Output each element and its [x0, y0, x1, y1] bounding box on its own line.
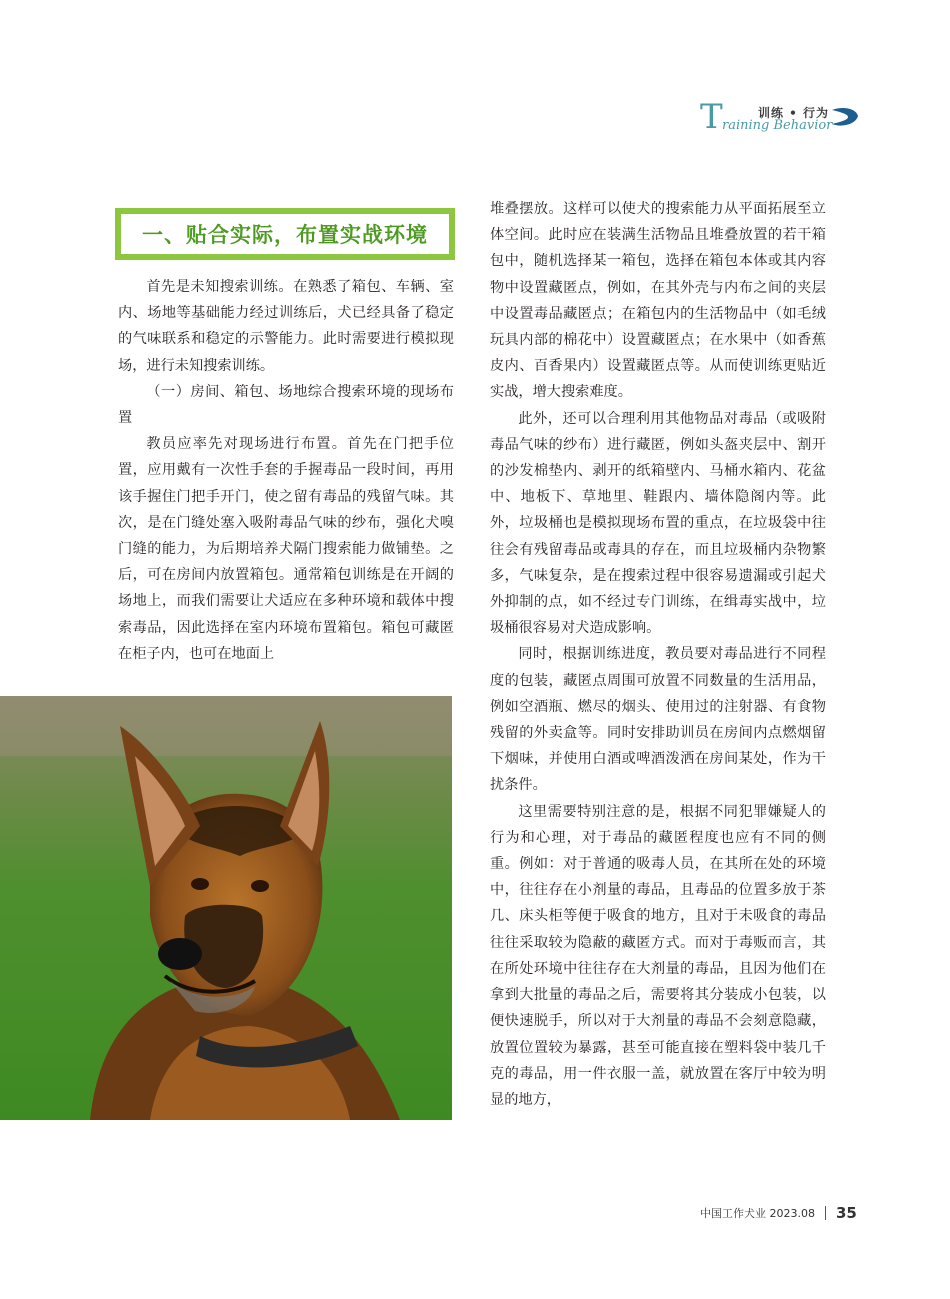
footer-divider [825, 1206, 826, 1220]
dog-photo [0, 696, 452, 1120]
running-header [700, 97, 870, 140]
paragraph: 教员应率先对现场进行布置。首先在门把手位置，应用戴有一次性手套的手握毒品一段时间，再用该手握住门把手开门，使之留有毒品的残留气味。其次，是在门缝处塞入吸附毒品气味的纱布，强化犬嗅门缝的能力，为后期培养犬隔门搜索能力做铺垫。之后，可在房间内放置箱包。通常箱包训练是在开阔的场地上，而我们需要让犬适应在多种环境和载体中搜索毒品，因此选择在室内环境布置箱包。箱包可藏匿在柜子内，也可在地面上 [118, 436, 454, 662]
section-title: 一、贴合实际，布置实战环境 [142, 223, 428, 247]
subheading: （一）房间、箱包、场地综合搜索环境的现场布置 [118, 383, 454, 427]
header-section-en: raining Behavior [722, 118, 833, 133]
paragraph: 此外，还可以合理利用其他物品对毒品（或吸附毒品气味的纱布）进行藏匿，例如头盔夹层中、割开的沙发棉垫内、剥开的纸箱壁内、马桶水箱内、花盆中、地板下、草地里、鞋跟内、墙体隐阁内等。此外，垃圾桶也是模拟现场布置的重点，在垃圾袋中往往会有残留毒品或毒具的存在，而且垃圾桶内杂物繁多，气味复杂，是在搜索过程中很容易遗漏或引起犬外抑制的点，如不经过专门训练，在缉毒实战中，垃圾桶很容易对犬造成影响。 [490, 410, 826, 637]
paragraph: 同时，根据训练进度，教员要对毒品进行不同程度的包装，藏匿点周围可放置不同数量的生活用品，例如空酒瓶、燃尽的烟头、使用过的注射器、有食物残留的外卖盒等。同时安排助训员在房间内点燃烟留下烟味，并使用白酒或啤酒泼洒在房间某处，作为干扰条件。 [490, 646, 826, 794]
german-shepherd-illustration [0, 696, 452, 1120]
section-title-box [115, 208, 455, 260]
header-initial: T [700, 97, 723, 137]
page-number: 35 [836, 1204, 857, 1222]
header-swoosh-icon [830, 106, 860, 128]
page-footer [700, 1204, 857, 1222]
paragraph: 首先是未知搜索训练。在熟悉了箱包、车辆、室内、场地等基础能力经过训练后，犬已经具备了稳定的气味联系和稳定的示警能力。此时需要进行模拟现场，进行未知搜索训练。 [118, 279, 454, 374]
left-column [118, 274, 454, 667]
paragraph: 这里需要特别注意的是，根据不同犯罪嫌疑人的行为和心理，对于毒品的藏匿程度也应有不同的侧重。例如：对于普通的吸毒人员，在其所在处的环境中，往往存在小剂量的毒品，且毒品的位置多放于茶几、床头柜等便于吸食的地方，且对于未吸食的毒品往往采取较为隐蔽的藏匿方式。而对于毒贩而言，其在所处环境中往往存在大剂量的毒品，且因为他们在拿到大批量的毒品之后，需要将其分装成小包装，以便快速脱手，所以对于大剂量的毒品不会刻意隐藏，放置位置较为暴露，甚至可能直接在塑料袋中装几千克的毒品，用一件衣服一盖，就放置在客厅中较为明显的地方， [490, 803, 826, 1108]
magazine-name: 中国工作犬业 [700, 1207, 766, 1220]
paragraph: 堆叠摆放。这样可以使犬的搜索能力从平面拓展至立体空间。此时应在装满生活物品且堆叠放置的若干箱包中，随机选择某一箱包，选择在箱包本体或其内容物中设置藏匿点，例如，在其外壳与内布之间的夹层中设置毒品藏匿点；在箱包内的生活物品中（如毛绒玩具内部的棉花中）设置藏匿点；在水果中（如香蕉皮内、百香果内）设置藏匿点等。从而使训练更贴近实战，增大搜索难度。 [490, 201, 826, 401]
right-column [490, 196, 826, 1113]
section-title-inner [121, 214, 449, 254]
header-section-cn: 训练 • 行为 [758, 106, 830, 120]
issue-number: 2023.08 [769, 1207, 815, 1220]
